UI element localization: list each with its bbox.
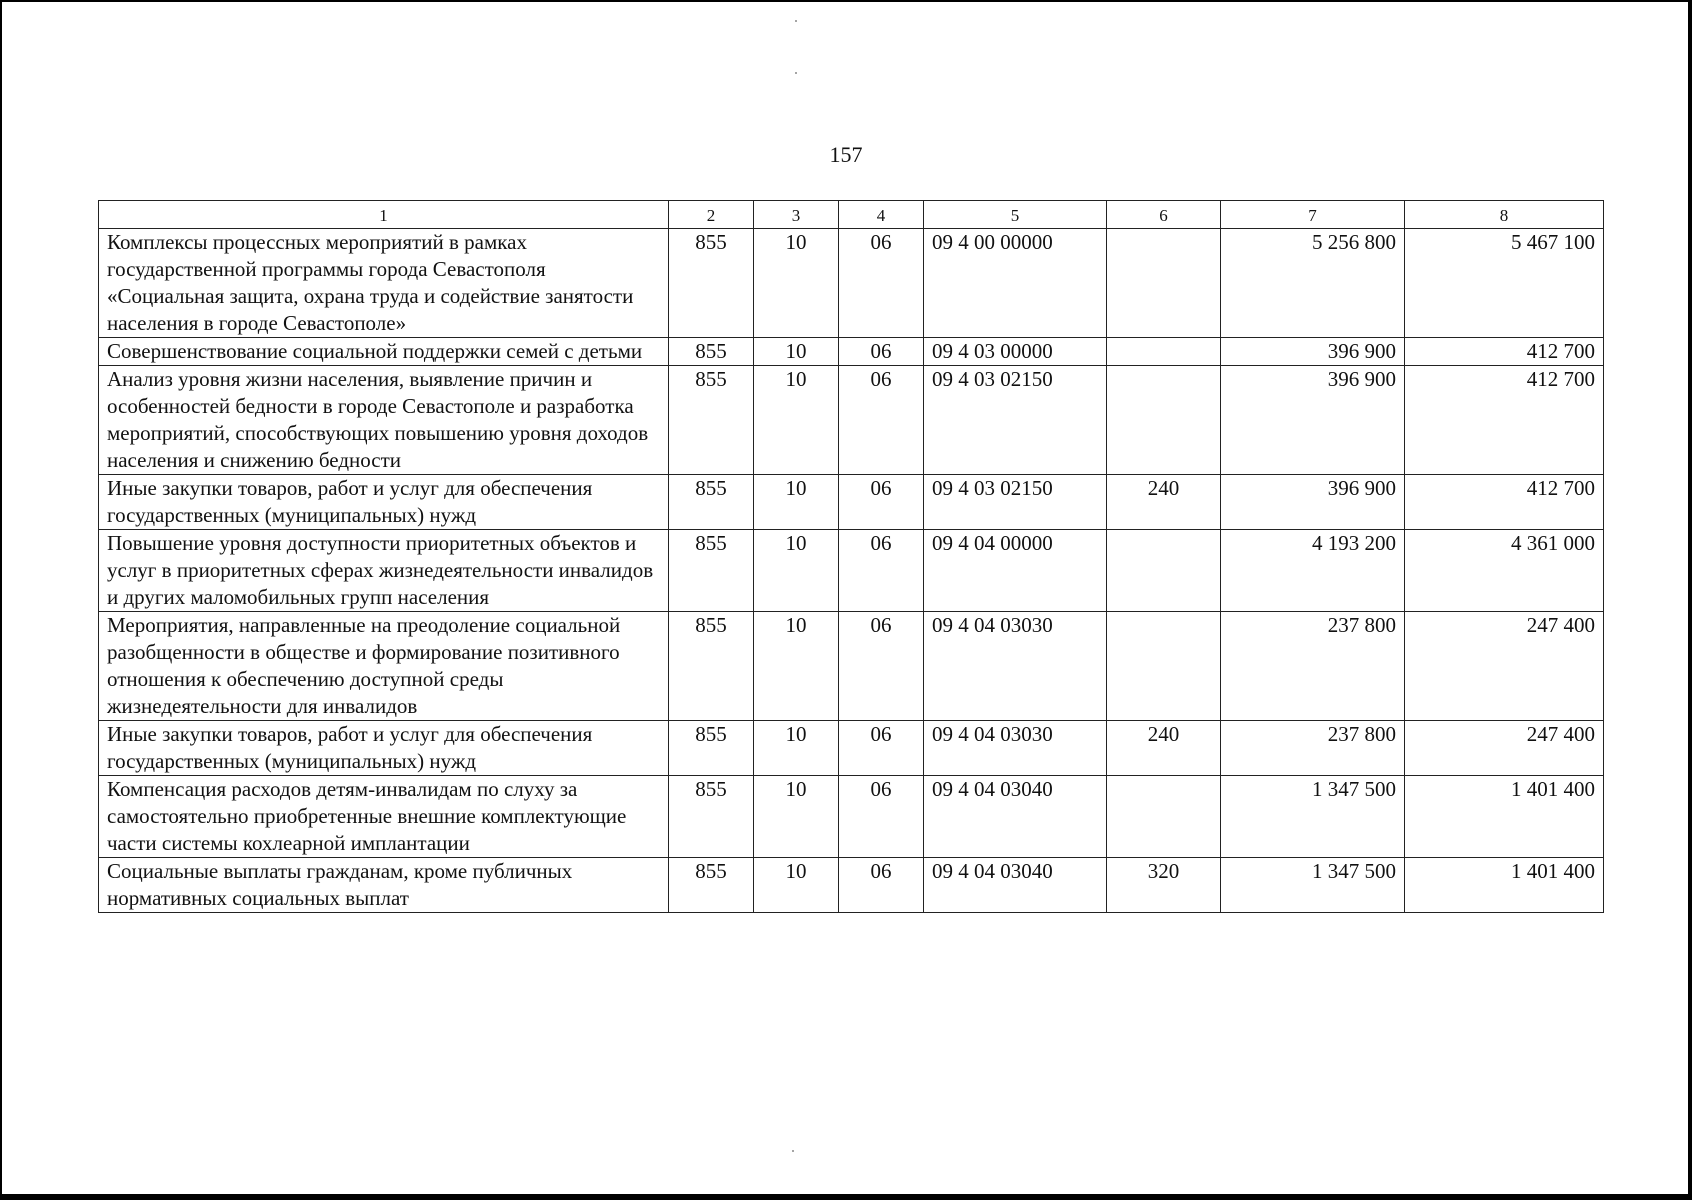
amount-col7-cell: 396 900: [1221, 475, 1405, 530]
section-code-cell: 10: [754, 776, 839, 858]
amount-col8-cell: 1 401 400: [1405, 776, 1604, 858]
subsection-code-cell: 06: [839, 612, 924, 721]
amount-col7-cell: 1 347 500: [1221, 776, 1405, 858]
amount-col8-cell: 412 700: [1405, 366, 1604, 475]
expense-type-cell: [1107, 338, 1221, 366]
amount-col8-cell: 412 700: [1405, 338, 1604, 366]
target-article-cell: 09 4 04 03030: [924, 721, 1107, 776]
table-row: [99, 858, 1604, 913]
section-code-cell: 10: [754, 858, 839, 913]
budget-table: [98, 200, 1604, 913]
subsection-code-cell: 06: [839, 530, 924, 612]
subsection-code-cell: 06: [839, 475, 924, 530]
ministry-code-cell: 855: [669, 338, 754, 366]
target-article-cell: 09 4 04 03040: [924, 776, 1107, 858]
expense-name-cell: Совершенствование социальной поддержки семей с детьми: [99, 338, 669, 366]
expense-type-cell: [1107, 530, 1221, 612]
table-row: [99, 229, 1604, 338]
column-header: 3: [754, 201, 839, 229]
column-header: 6: [1107, 201, 1221, 229]
expense-name-cell: Анализ уровня жизни населения, выявление причин и особенностей бедности в городе Севастополе и разработка мероприятий, способствующих повышению уровня доходов населения и снижению бедности: [99, 366, 669, 475]
subsection-code-cell: 06: [839, 721, 924, 776]
scan-speck: [795, 72, 797, 74]
target-article-cell: 09 4 03 02150: [924, 475, 1107, 530]
ministry-code-cell: 855: [669, 366, 754, 475]
column-header: 7: [1221, 201, 1405, 229]
expense-name-cell: Компенсация расходов детям-инвалидам по слуху за самостоятельно приобретенные внешние комплектующие части системы кохлеарной имплантации: [99, 776, 669, 858]
section-code-cell: 10: [754, 530, 839, 612]
amount-col7-cell: 237 800: [1221, 721, 1405, 776]
amount-col8-cell: 247 400: [1405, 612, 1604, 721]
subsection-code-cell: 06: [839, 366, 924, 475]
ministry-code-cell: 855: [669, 776, 754, 858]
column-header: 8: [1405, 201, 1604, 229]
ministry-code-cell: 855: [669, 858, 754, 913]
amount-col7-cell: 1 347 500: [1221, 858, 1405, 913]
column-header: 1: [99, 201, 669, 229]
scan-speck: [795, 20, 797, 22]
amount-col7-cell: 5 256 800: [1221, 229, 1405, 338]
expense-type-cell: [1107, 776, 1221, 858]
section-code-cell: 10: [754, 475, 839, 530]
scan-border-top: [0, 0, 1692, 2]
expense-name-cell: Комплексы процессных мероприятий в рамках государственной программы города Севастополя «Социальная защита, охрана труда и содействие занятости населения в городе Севастополе»: [99, 229, 669, 338]
table-row: [99, 338, 1604, 366]
target-article-cell: 09 4 04 03040: [924, 858, 1107, 913]
table-row: [99, 475, 1604, 530]
section-code-cell: 10: [754, 338, 839, 366]
section-code-cell: 10: [754, 229, 839, 338]
expense-name-cell: Социальные выплаты гражданам, кроме публичных нормативных социальных выплат: [99, 858, 669, 913]
amount-col7-cell: 396 900: [1221, 338, 1405, 366]
ministry-code-cell: 855: [669, 530, 754, 612]
expense-type-cell: [1107, 612, 1221, 721]
target-article-cell: 09 4 00 00000: [924, 229, 1107, 338]
amount-col7-cell: 4 193 200: [1221, 530, 1405, 612]
ministry-code-cell: 855: [669, 475, 754, 530]
table-row: [99, 612, 1604, 721]
amount-col8-cell: 412 700: [1405, 475, 1604, 530]
target-article-cell: 09 4 04 00000: [924, 530, 1107, 612]
ministry-code-cell: 855: [669, 229, 754, 338]
subsection-code-cell: 06: [839, 858, 924, 913]
amount-col8-cell: 5 467 100: [1405, 229, 1604, 338]
scan-border-bottom: [0, 1194, 1692, 1200]
section-code-cell: 10: [754, 366, 839, 475]
expense-type-cell: 240: [1107, 721, 1221, 776]
amount-col8-cell: 4 361 000: [1405, 530, 1604, 612]
amount-col8-cell: 1 401 400: [1405, 858, 1604, 913]
amount-col7-cell: 396 900: [1221, 366, 1405, 475]
subsection-code-cell: 06: [839, 338, 924, 366]
subsection-code-cell: 06: [839, 229, 924, 338]
table-row: [99, 776, 1604, 858]
column-header: 4: [839, 201, 924, 229]
table-row: [99, 721, 1604, 776]
scan-border-right: [1688, 0, 1692, 1200]
expense-name-cell: Иные закупки товаров, работ и услуг для обеспечения государственных (муниципальных) нужд: [99, 475, 669, 530]
target-article-cell: 09 4 03 00000: [924, 338, 1107, 366]
amount-col8-cell: 247 400: [1405, 721, 1604, 776]
expense-type-cell: [1107, 229, 1221, 338]
ministry-code-cell: 855: [669, 612, 754, 721]
table-row: [99, 530, 1604, 612]
expense-type-cell: 320: [1107, 858, 1221, 913]
table-header-row: [99, 201, 1604, 229]
page-number: 157: [829, 142, 863, 167]
scan-speck: [792, 1150, 794, 1152]
column-header: 5: [924, 201, 1107, 229]
section-code-cell: 10: [754, 612, 839, 721]
expense-type-cell: 240: [1107, 475, 1221, 530]
expense-name-cell: Мероприятия, направленные на преодоление социальной разобщенности в обществе и формирование позитивного отношения к обеспечению доступной среды жизнедеятельности для инвалидов: [99, 612, 669, 721]
target-article-cell: 09 4 04 03030: [924, 612, 1107, 721]
column-header: 2: [669, 201, 754, 229]
expense-name-cell: Иные закупки товаров, работ и услуг для обеспечения государственных (муниципальных) нужд: [99, 721, 669, 776]
amount-col7-cell: 237 800: [1221, 612, 1405, 721]
ministry-code-cell: 855: [669, 721, 754, 776]
expense-name-cell: Повышение уровня доступности приоритетных объектов и услуг в приоритетных сферах жизнедеятельности инвалидов и других маломобильных групп населения: [99, 530, 669, 612]
subsection-code-cell: 06: [839, 776, 924, 858]
expense-type-cell: [1107, 366, 1221, 475]
target-article-cell: 09 4 03 02150: [924, 366, 1107, 475]
scan-border-left: [0, 0, 2, 1200]
table-row: [99, 366, 1604, 475]
section-code-cell: 10: [754, 721, 839, 776]
